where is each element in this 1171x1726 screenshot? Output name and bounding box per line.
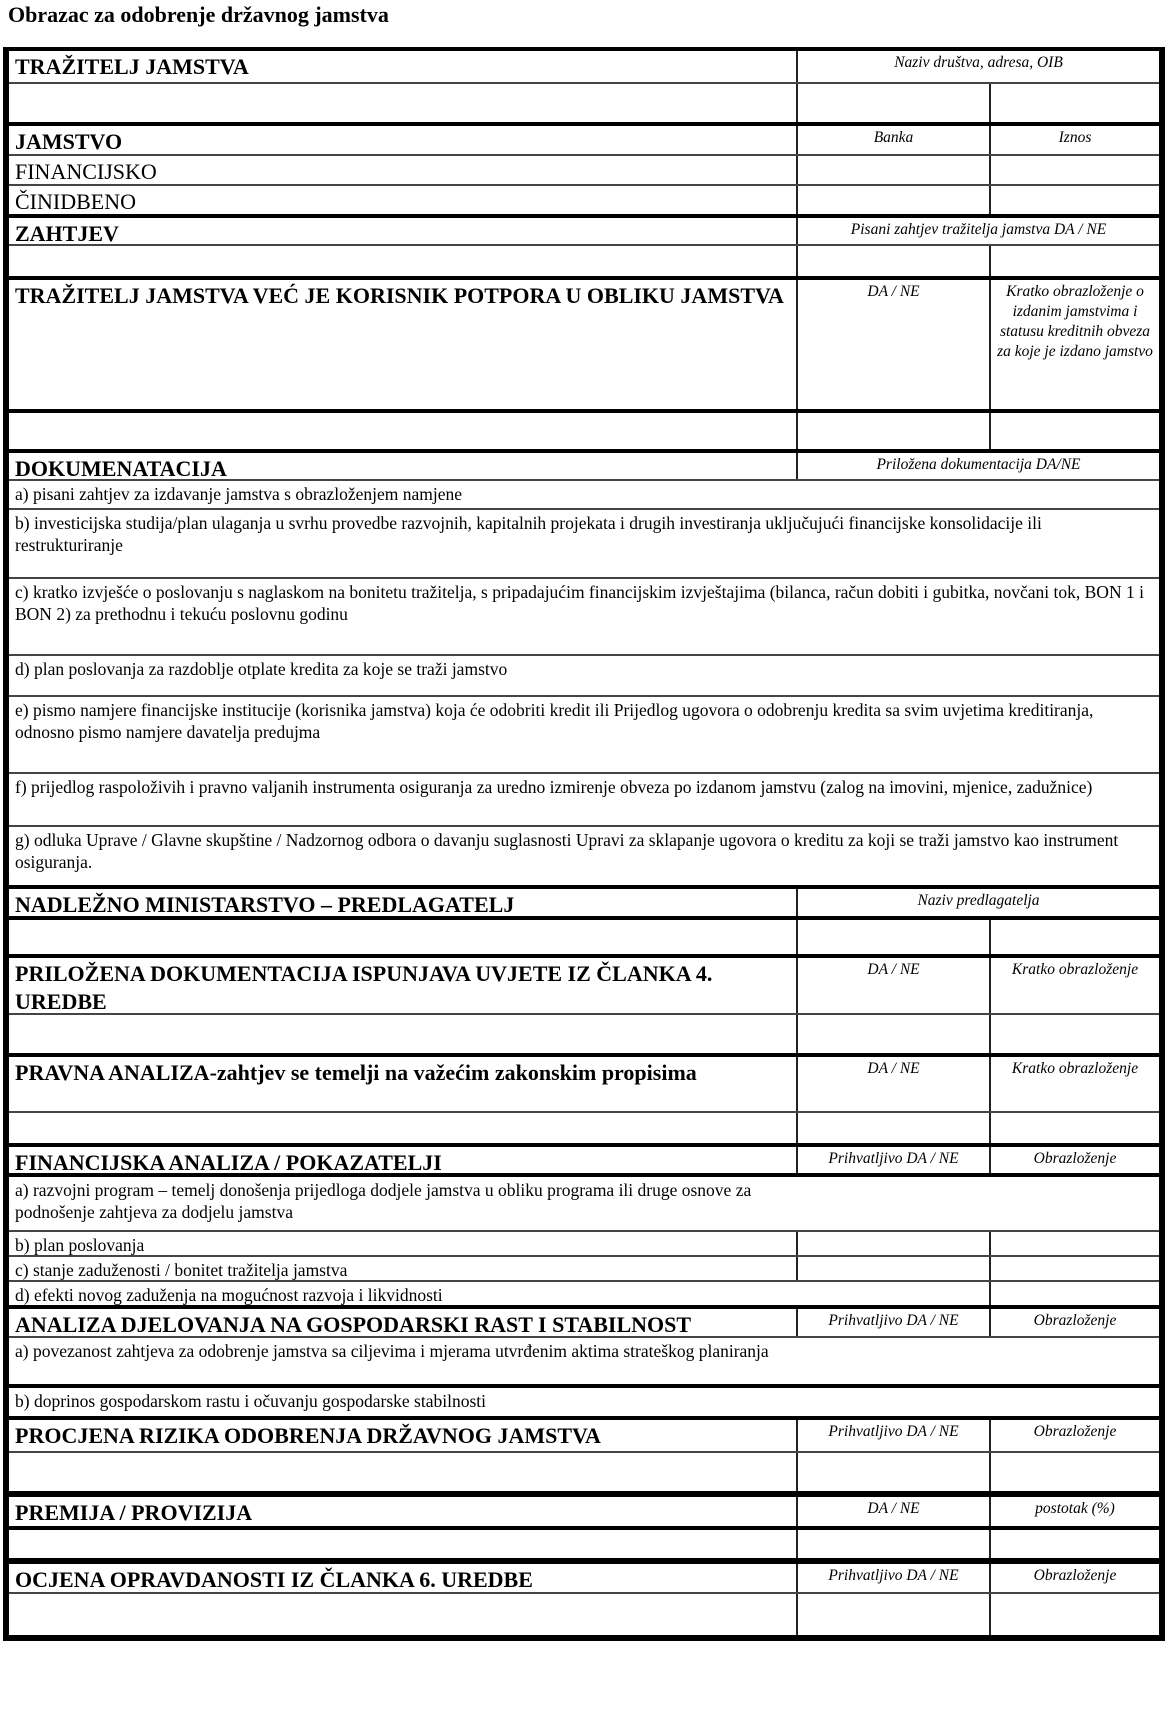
documentation-item-text: c) kratko izvješće o poslovanju s naglaskom na bonitetu tražitelja, s pripadajućim financijskim izvještajima (bilanca, račun dobiti i gubitka, novčani tok, BON 1 i BON 2) za prethodnu i tekuću poslovnu godinu — [15, 582, 1144, 624]
documentation-column-header: Priložena dokumentacija DA/NE — [796, 453, 1159, 479]
risk-yesno-header: Prihvatljivo DA / NE — [796, 1420, 989, 1451]
financial-analysis-item-text: a) razvojni program – temelj donošenja prijedloga dodjele jamstva u obliku programa ili druge osnove za podnošenje zahtjeva za dodjelu jamstva — [15, 1180, 752, 1222]
documentation-item-c — [9, 577, 1159, 654]
legal-analysis-yesno-header: DA / NE — [796, 1057, 989, 1111]
guarantee-approval-form — [3, 47, 1165, 1641]
request-column-header: Pisani zahtjev tražitelja jamstva DA / NE — [796, 218, 1159, 244]
ministry-heading: NADLEŽNO MINISTARSTVO – PREDLAGATELJ — [15, 892, 515, 916]
ministry-column-header: Naziv predlagatelja — [796, 889, 1159, 916]
financial-analysis-header-row — [9, 1143, 1159, 1173]
risk-heading: PROCJENA RIZIKA ODOBRENJA DRŽAVNOG JAMSTVA — [15, 1423, 601, 1448]
guarantee-header-row — [9, 122, 1159, 154]
justification-blank — [9, 1594, 796, 1635]
legal-analysis-yesno-field[interactable] — [796, 1113, 989, 1143]
risk-input-row — [9, 1451, 1159, 1491]
legal-analysis-input-row — [9, 1111, 1159, 1143]
premium-input-row — [9, 1526, 1159, 1558]
ministry-note-field[interactable] — [989, 920, 1159, 954]
financial-analysis-item-text: c) stanje zaduženosti / bonitet tražitelja jamstva — [15, 1260, 348, 1280]
page-title: Obrazac za odobrenje državnog jamstva — [8, 2, 389, 27]
economic-growth-item-b — [9, 1384, 1159, 1416]
conditions-blank — [9, 1015, 796, 1053]
guarantee-heading: JAMSTVO — [15, 129, 123, 154]
financial-analysis-d-note-field[interactable] — [989, 1282, 1159, 1305]
justification-header-row — [9, 1558, 1159, 1592]
premium-heading: PREMIJA / PROVIZIJA — [15, 1500, 253, 1525]
request-heading: ZAHTJEV — [15, 221, 119, 244]
documentation-item-text: d) plan poslovanja za razdoblje otplate kredita za koje se traži jamstvo — [15, 659, 508, 679]
justification-input-row — [9, 1592, 1159, 1641]
documentation-item-e — [9, 695, 1159, 772]
financial-bank-field[interactable] — [796, 156, 989, 184]
existing-beneficiary-yesno-header: DA / NE — [796, 280, 989, 409]
legal-analysis-header-row — [9, 1053, 1159, 1111]
documentation-item-text: b) investicijska studija/plan ulaganja u svrhu provedbe razvojnih, kapitalnih projekata i drugih investiranja uključujući financijske konsolidacije ili restrukturiranje — [15, 513, 1042, 555]
economic-growth-header-row — [9, 1305, 1159, 1336]
financial-analysis-item-d — [9, 1280, 1159, 1305]
performance-bank-field[interactable] — [796, 186, 989, 214]
legal-analysis-heading — [9, 1057, 796, 1111]
financial-analysis-b-note-field[interactable] — [989, 1232, 1159, 1255]
financial-analysis-item-text: b) plan poslovanja — [15, 1235, 145, 1255]
ministry-header-row — [9, 885, 1159, 916]
risk-note-header: Obrazloženje — [989, 1420, 1159, 1451]
economic-growth-yesno-header: Prihvatljivo DA / NE — [796, 1309, 989, 1336]
conditions-header-row — [9, 954, 1159, 1013]
bank-column-header: Banka — [796, 126, 989, 154]
economic-growth-heading: ANALIZA DJELOVANJA NA GOSPODARSKI RAST I STABILNOST — [15, 1312, 692, 1336]
applicant-header-row — [9, 47, 1159, 82]
guarantee-performance-row — [9, 184, 1159, 214]
risk-note-field[interactable] — [989, 1453, 1159, 1491]
legal-analysis-note-field[interactable] — [989, 1113, 1159, 1143]
economic-growth-item-text: a) povezanost zahtjeva za odobrenje jamstva sa ciljevima i mjerama utvrđenim aktima strateškog planiranja — [15, 1341, 769, 1361]
documentation-item-a — [9, 479, 1159, 508]
premium-blank — [9, 1530, 796, 1558]
existing-beneficiary-header-row — [9, 276, 1159, 409]
documentation-item-f — [9, 772, 1159, 825]
amount-column-header: Iznos — [989, 126, 1159, 154]
performance-amount-field[interactable] — [989, 186, 1159, 214]
documentation-item-text: f) prijedlog raspoloživih i pravno valjanih instrumenta osiguranja za uredno izmirenje obveza po izdanom jamstvu (zalog na imovini, mjenice, zadužnice) — [15, 777, 1093, 797]
request-label-blank — [9, 246, 796, 276]
economic-growth-note-header: Obrazloženje — [989, 1309, 1159, 1336]
applicant-label-blank — [9, 84, 796, 122]
documentation-item-d — [9, 654, 1159, 695]
request-yesno-field[interactable] — [796, 246, 989, 276]
request-input-row — [9, 244, 1159, 276]
financial-analysis-b-yesno-field[interactable] — [796, 1232, 989, 1255]
financial-analysis-item-c — [9, 1255, 1159, 1280]
financial-analysis-note-header: Obrazloženje — [989, 1147, 1159, 1173]
existing-beneficiary-heading: TRAŽITELJ JAMSTVA VEĆ JE KORISNIK POTPORA U OBLIKU JAMSTVA — [15, 283, 784, 308]
applicant-column-header: Naziv društva, adresa, OIB — [796, 51, 1159, 82]
premium-percent-field[interactable] — [989, 1530, 1159, 1558]
ministry-input-row — [9, 916, 1159, 954]
legal-analysis-note-header: Kratko obrazloženje — [989, 1057, 1159, 1111]
conditions-heading: PRILOŽENA DOKUMENTACIJA ISPUNJAVA UVJETE IZ ČLANKA 4. UREDBE — [15, 961, 713, 1013]
risk-blank — [9, 1453, 796, 1491]
conditions-note-header: Kratko obrazloženje — [989, 958, 1159, 1013]
existing-beneficiary-note-header: Kratko obrazloženje o izdanim jamstvima i statusu kreditnih obveza za koje je izdano jamstvo — [989, 280, 1159, 409]
economic-growth-item-a — [9, 1336, 1159, 1384]
conditions-yesno-field[interactable] — [796, 1015, 989, 1053]
economic-growth-item-text: b) doprinos gospodarskom rastu i očuvanju gospodarske stabilnosti — [15, 1391, 486, 1411]
financial-analysis-item-text: d) efekti novog zaduženja na mogućnost razvoja i likvidnosti — [15, 1285, 443, 1305]
existing-beneficiary-input-row — [9, 409, 1159, 449]
guarantee-financial-row — [9, 154, 1159, 184]
justification-note-field[interactable] — [989, 1594, 1159, 1635]
justification-yesno-field[interactable] — [796, 1594, 989, 1635]
conditions-input-row — [9, 1013, 1159, 1053]
conditions-note-field[interactable] — [989, 1015, 1159, 1053]
legal-analysis-heading-bold: PRAVNA ANALIZA- — [15, 1060, 217, 1085]
financial-analysis-item-a — [9, 1173, 1159, 1230]
applicant-input-row — [9, 82, 1159, 122]
risk-yesno-field[interactable] — [796, 1453, 989, 1491]
financial-analysis-item-b — [9, 1230, 1159, 1255]
applicant-name-field[interactable] — [796, 84, 989, 122]
justification-heading: OCJENA OPRAVDANOSTI IZ ČLANKA 6. UREDBE — [15, 1567, 533, 1592]
existing-beneficiary-note-field[interactable] — [989, 413, 1159, 449]
request-note-field[interactable] — [989, 246, 1159, 276]
premium-header-row — [9, 1491, 1159, 1526]
premium-percent-header: postotak (%) — [989, 1497, 1159, 1526]
documentation-item-text: e) pismo namjere financijske institucije (korisnika jamstva) koja će odobriti kredit ili Prijedlog ugovora o odobrenju kredita sa svim uvjetima kreditiranja, odnosno pismo namjere davatelja predujma — [15, 700, 1094, 742]
documentation-item-b — [9, 508, 1159, 577]
existing-beneficiary-blank — [9, 413, 796, 449]
request-header-row — [9, 214, 1159, 244]
documentation-item-text: a) pisani zahtjev za izdavanje jamstva s obrazloženjem namjene — [15, 484, 463, 504]
financial-analysis-heading: FINANCIJSKA ANALIZA / POKAZATELJI — [15, 1150, 442, 1173]
financial-analysis-c-note-field[interactable] — [989, 1257, 1159, 1280]
applicant-details-field[interactable] — [989, 84, 1159, 122]
guarantee-type-financial[interactable]: FINANCIJSKO — [15, 159, 157, 184]
risk-header-row — [9, 1416, 1159, 1451]
financial-analysis-c-yesno-field[interactable] — [796, 1257, 989, 1280]
premium-yesno-header: DA / NE — [796, 1497, 989, 1526]
documentation-heading: DOKUMENATACIJA — [15, 456, 227, 479]
documentation-header-row — [9, 449, 1159, 479]
financial-analysis-yesno-header: Prihvatljivo DA / NE — [796, 1147, 989, 1173]
justification-note-header: Obrazloženje — [989, 1564, 1159, 1592]
premium-yesno-field[interactable] — [796, 1530, 989, 1558]
ministry-name-field[interactable] — [796, 920, 989, 954]
guarantee-type-performance[interactable]: ČINIDBENO — [15, 189, 136, 214]
legal-analysis-heading-rest: zahtjev se temelji na važećim zakonskim propisima — [216, 1060, 697, 1085]
documentation-item-text: g) odluka Uprave / Glavne skupštine / Nadzornog odbora o davanju suglasnosti Upravi za sklapanje ugovora o kreditu za koji se traži jamstvo kao instrument osiguranja. — [15, 830, 1119, 872]
justification-yesno-header: Prihvatljivo DA / NE — [796, 1564, 989, 1592]
conditions-yesno-header: DA / NE — [796, 958, 989, 1013]
ministry-blank — [9, 920, 796, 954]
applicant-heading: TRAŽITELJ JAMSTVA — [15, 54, 249, 79]
documentation-item-g — [9, 825, 1159, 885]
financial-amount-field[interactable] — [989, 156, 1159, 184]
existing-beneficiary-yesno-field[interactable] — [796, 413, 989, 449]
legal-analysis-blank — [9, 1113, 796, 1143]
